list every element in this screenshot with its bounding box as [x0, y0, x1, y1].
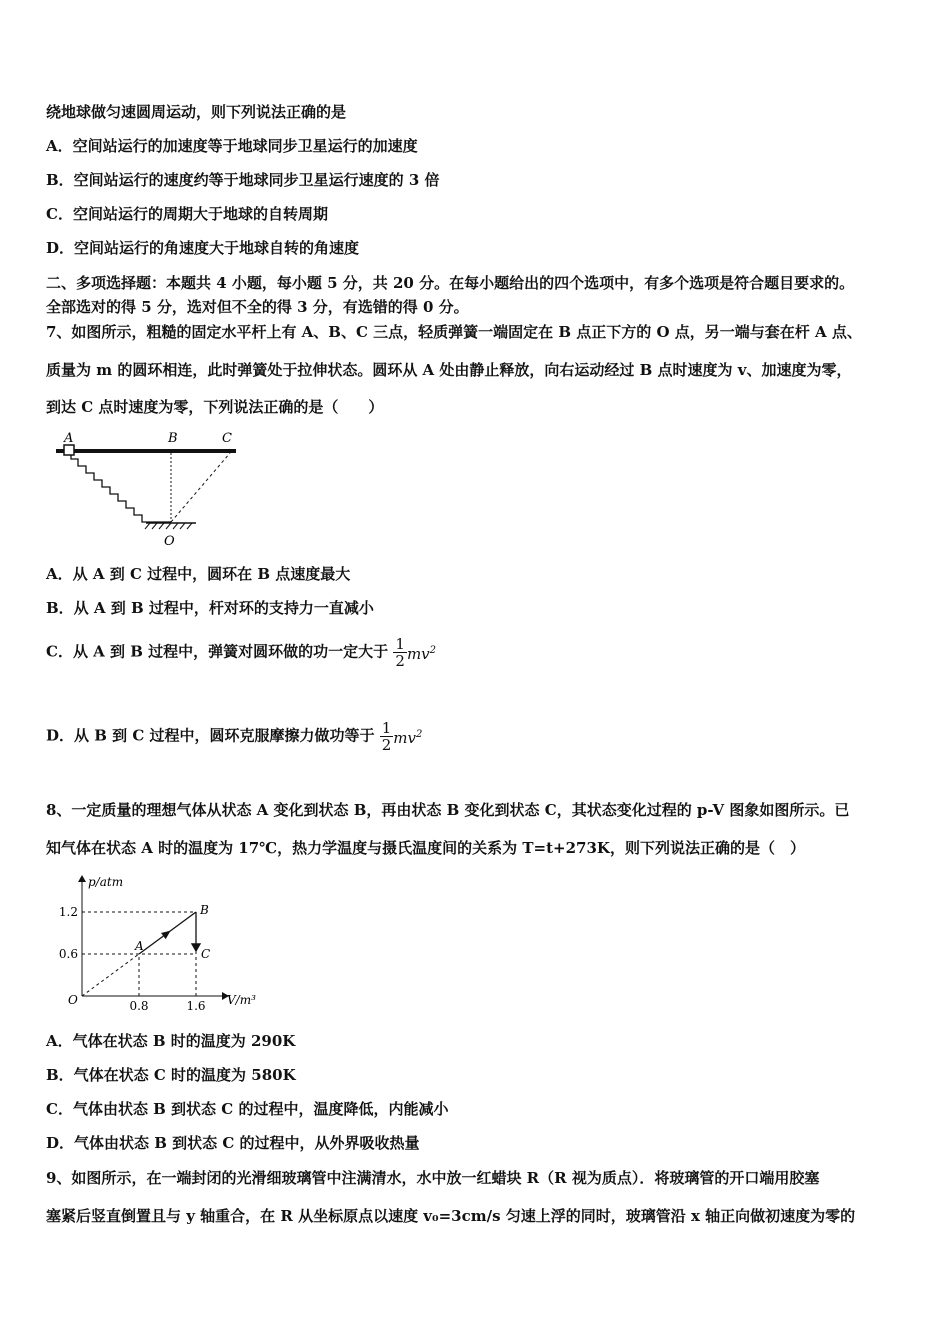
- half-fraction: [393, 636, 407, 669]
- label-o: O: [164, 534, 175, 549]
- q7-spring-figure: [50, 426, 250, 551]
- label-b: B: [168, 431, 178, 446]
- mv-exp: 2: [416, 729, 423, 740]
- q8-option-a: A．气体在状态 B 时的温度为 290K: [46, 1032, 296, 1050]
- point-label-b: B: [200, 903, 209, 917]
- q8-option-d: D．气体由状态 B 到状态 C 的过程中，从外界吸收热量: [46, 1134, 420, 1152]
- q6-stem-tail: 绕地球做匀速圆周运动，则下列说法正确的是: [46, 103, 347, 121]
- pv-chart: [52, 872, 262, 1010]
- q7-stem-line2: 质量为 m 的圆环相连，此时弹簧处于拉伸状态。圆环从 A 处由静止释放，向右运动经过 B 点时速度为 v、加速度为零，: [46, 361, 852, 379]
- label-c: C: [222, 431, 232, 446]
- mv-squared: [393, 729, 422, 747]
- q7-option-a: A．从 A 到 C 过程中，圆环在 B 点速度最大: [46, 565, 351, 583]
- q6-option-a: A．空间站运行的加速度等于地球同步卫星运行的加速度: [46, 137, 418, 155]
- q7-option-c-text: C．从 A 到 B 过程中，弹簧对圆环做的功一定大于: [46, 642, 389, 661]
- q7-stem-line1: 7、如图所示，粗糙的固定水平杆上有 A、B、C 三点，轻质弹簧一端固定在 B 点正下方的 O 点，另一端与套在杆 A 点、: [46, 323, 862, 341]
- mv-text: mv: [393, 729, 416, 747]
- mv-text: mv: [406, 645, 430, 663]
- q7-option-b: B．从 A 到 B 过程中，杆对环的支持力一直减小: [46, 599, 374, 617]
- frac-num: 1: [381, 719, 392, 737]
- half-fraction: [380, 720, 394, 753]
- frac-den: 2: [395, 652, 405, 670]
- q8-stem-line1: 8、一定质量的理想气体从状态 A 变化到状态 B，再由状态 B 变化到状态 C，其状态变化过程的 p-V 图象如图所示。已: [46, 801, 850, 819]
- x-tick-label: 1.6: [186, 999, 206, 1010]
- q6-option-c: C．空间站运行的周期大于地球的自转周期: [46, 205, 328, 223]
- mv-squared: [407, 645, 436, 663]
- y-tick-label: 1.2: [58, 905, 78, 919]
- frac-num: 1: [395, 635, 405, 653]
- label-a: A: [64, 431, 74, 446]
- q7-stem-line3: 到达 C 点时速度为零，下列说法正确的是（ ）: [46, 398, 384, 416]
- point-label-a: A: [135, 939, 144, 953]
- y-tick-label: 0.6: [58, 947, 78, 961]
- dashed-o-c: [171, 453, 230, 522]
- origin-label: O: [68, 993, 78, 1007]
- process-a-to-b: [139, 912, 196, 954]
- q8-option-b: B．气体在状态 C 时的温度为 580K: [46, 1066, 296, 1084]
- q8-stem-line2: 知气体在状态 A 时的温度为 17℃，热力学温度与摄氏温度间的关系为 T=t+273K，则下列说法正确的是（ ）: [46, 839, 805, 857]
- x-axis-label: V/m³: [227, 993, 256, 1007]
- q9-stem-line1: 9、如图所示，在一端封闭的光滑细玻璃管中注满清水，水中放一红蜡块 R（R 视为质点）．将玻璃管的开口端用胶塞: [46, 1169, 820, 1187]
- mv-exp: 2: [429, 645, 437, 656]
- frac-den: 2: [381, 736, 392, 754]
- q9-stem-line2: 塞紧后竖直倒置且与 y 轴重合，在 R 从坐标原点以速度 v₀=3cm/s 匀速上浮的同时，玻璃管沿 x 轴正向做初速度为零的: [46, 1207, 856, 1225]
- q6-option-b: B．空间站运行的速度约等于地球同步卫星运行速度的 3 倍: [46, 171, 440, 189]
- q6-option-d: D．空间站运行的角速度大于地球自转的角速度: [46, 239, 360, 257]
- origin-to-a-line: [82, 954, 139, 996]
- section2-line2: 全部选对的得 5 分，选对但不全的得 3 分，有选错的得 0 分。: [46, 298, 469, 316]
- x-tick-label: 0.8: [129, 999, 149, 1010]
- y-axis-label: p/atm: [88, 875, 124, 889]
- q7-option-d-text: D．从 B 到 C 过程中，圆环克服摩擦力做功等于: [46, 726, 375, 745]
- q7-option-c: [46, 634, 436, 671]
- section2-line1: 二、多项选择题：本题共 4 小题，每小题 5 分，共 20 分。在每小题给出的四个选项中，有多个选项是符合题目要求的。: [46, 274, 855, 292]
- point-label-c: C: [201, 947, 211, 961]
- q7-option-d: [46, 718, 422, 755]
- ring: [64, 445, 74, 455]
- q8-option-c: C．气体由状态 B 到状态 C 的过程中，温度降低，内能减小: [46, 1100, 449, 1118]
- spring: [71, 455, 171, 522]
